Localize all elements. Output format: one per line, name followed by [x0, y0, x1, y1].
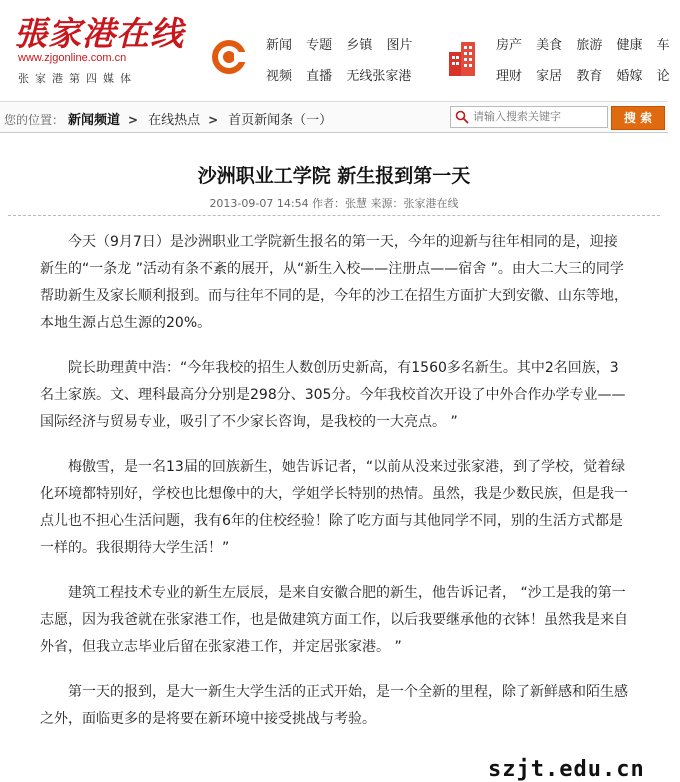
- breadcrumb-channel[interactable]: 新闻频道: [68, 113, 121, 128]
- site-url: www.zjgonline.com.cn: [18, 52, 127, 64]
- nav-topics[interactable]: 专题: [306, 38, 333, 53]
- building-icon: [449, 38, 477, 76]
- site-header: [0, 0, 668, 98]
- nav-live[interactable]: 直播: [306, 69, 333, 84]
- paragraph: 建筑工程技术专业的新生左辰辰，是来自安徽合肥的新生，他告诉记者， “沙工是我的第一志愿，因为我爸就在张家港工作，也是做建筑方面工作，以后我要继承他的衣钵！虽然我是来自外省，但我立志毕业后留在张家港工作，并定居张家港。 ”: [40, 585, 628, 655]
- nav-cars[interactable]: 车: [656, 38, 670, 53]
- article-title: 沙洲职业工学院 新生报到第一天: [197, 165, 471, 187]
- divider: [8, 215, 660, 216]
- primary-nav: [266, 30, 422, 92]
- site-slogan: 张家港第四媒体: [18, 72, 137, 85]
- watermark: szjt.edu.cn: [488, 757, 645, 782]
- paragraph: 梅傲雪，是一名13届的回族新生，她告诉记者，“以前从没来过张家港，到了学校，觉着绿化环境都特别好，学校也比想像中的大，学姐学长特别的热情。虽然，我是少数民族，但是我一点儿也不担心生活问题，我有6年的住校经验！除了吃方面与其他同学不同，别的生活方式都是一样的。我很期待大学生活！”: [40, 459, 628, 556]
- search-icon: [455, 110, 469, 124]
- search-button[interactable]: 搜 索: [611, 106, 665, 130]
- article-meta: 2013-09-07 14:54 作者：张慧 来源：张家港在线: [209, 197, 459, 210]
- nav-video[interactable]: 视频: [266, 69, 293, 84]
- nav-realestate[interactable]: 房产: [496, 38, 523, 53]
- breadcrumb-item-headlines[interactable]: 首页新闻条（一）: [228, 113, 333, 128]
- nav-food[interactable]: 美食: [536, 38, 563, 53]
- nav-towns[interactable]: 乡镇: [346, 38, 373, 53]
- nav-home[interactable]: 家居: [536, 69, 563, 84]
- nav-health[interactable]: 健康: [616, 38, 643, 53]
- site-logo[interactable]: 張家港在线: [14, 14, 184, 53]
- nav-wedding[interactable]: 婚嫁: [616, 69, 643, 84]
- paragraph: 今天（9月7日）是沙洲职业工学院新生报名的第一天，今年的迎新与往年相同的是，迎接新生的“一条龙 ”活动有条不紊的展开，从“新生入校——注册点——宿舍 ”。由大二大三的同学帮助新生及家长顺利报到。而与往年不同的是，今年的沙工在招生方面扩大到安徽、山东等地，本地生源占总生源的20%。: [40, 234, 628, 331]
- breadcrumb-item-hot[interactable]: 在线热点: [148, 113, 201, 128]
- breadcrumb-separator: >: [208, 113, 219, 127]
- channel-c-icon: [210, 38, 248, 76]
- nav-travel[interactable]: 旅游: [576, 38, 603, 53]
- lifestyle-nav: [496, 30, 680, 92]
- breadcrumb-label: 您的位置：: [4, 113, 65, 127]
- search-box: [450, 106, 608, 128]
- breadcrumb-bar: [0, 101, 668, 133]
- breadcrumb: [4, 109, 332, 128]
- breadcrumb-separator: >: [128, 113, 139, 127]
- search-input[interactable]: [473, 108, 603, 124]
- nav-wireless[interactable]: 无线张家港: [346, 69, 412, 84]
- nav-news[interactable]: 新闻: [266, 38, 293, 53]
- article-body: [40, 229, 630, 751]
- nav-photos[interactable]: 图片: [386, 38, 413, 53]
- paragraph: 院长助理黄中浩：“今年我校的招生人数创历史新高，有1560多名新生。其中2名回族，3名土家族。文、理科最高分分别是298分、305分。今年我校首次开设了中外合作办学专业——国际经济与贸易专业，吸引了不少家长咨询，是我校的一大亮点。 ”: [40, 360, 626, 430]
- nav-forum[interactable]: 论: [656, 69, 670, 84]
- nav-education[interactable]: 教育: [576, 69, 603, 84]
- nav-finance[interactable]: 理财: [496, 69, 523, 84]
- paragraph: 第一天的报到，是大一新生大学生活的正式开始，是一个全新的里程，除了新鲜感和陌生感之外，面临更多的是将要在新环境中接受挑战与考验。: [40, 684, 628, 727]
